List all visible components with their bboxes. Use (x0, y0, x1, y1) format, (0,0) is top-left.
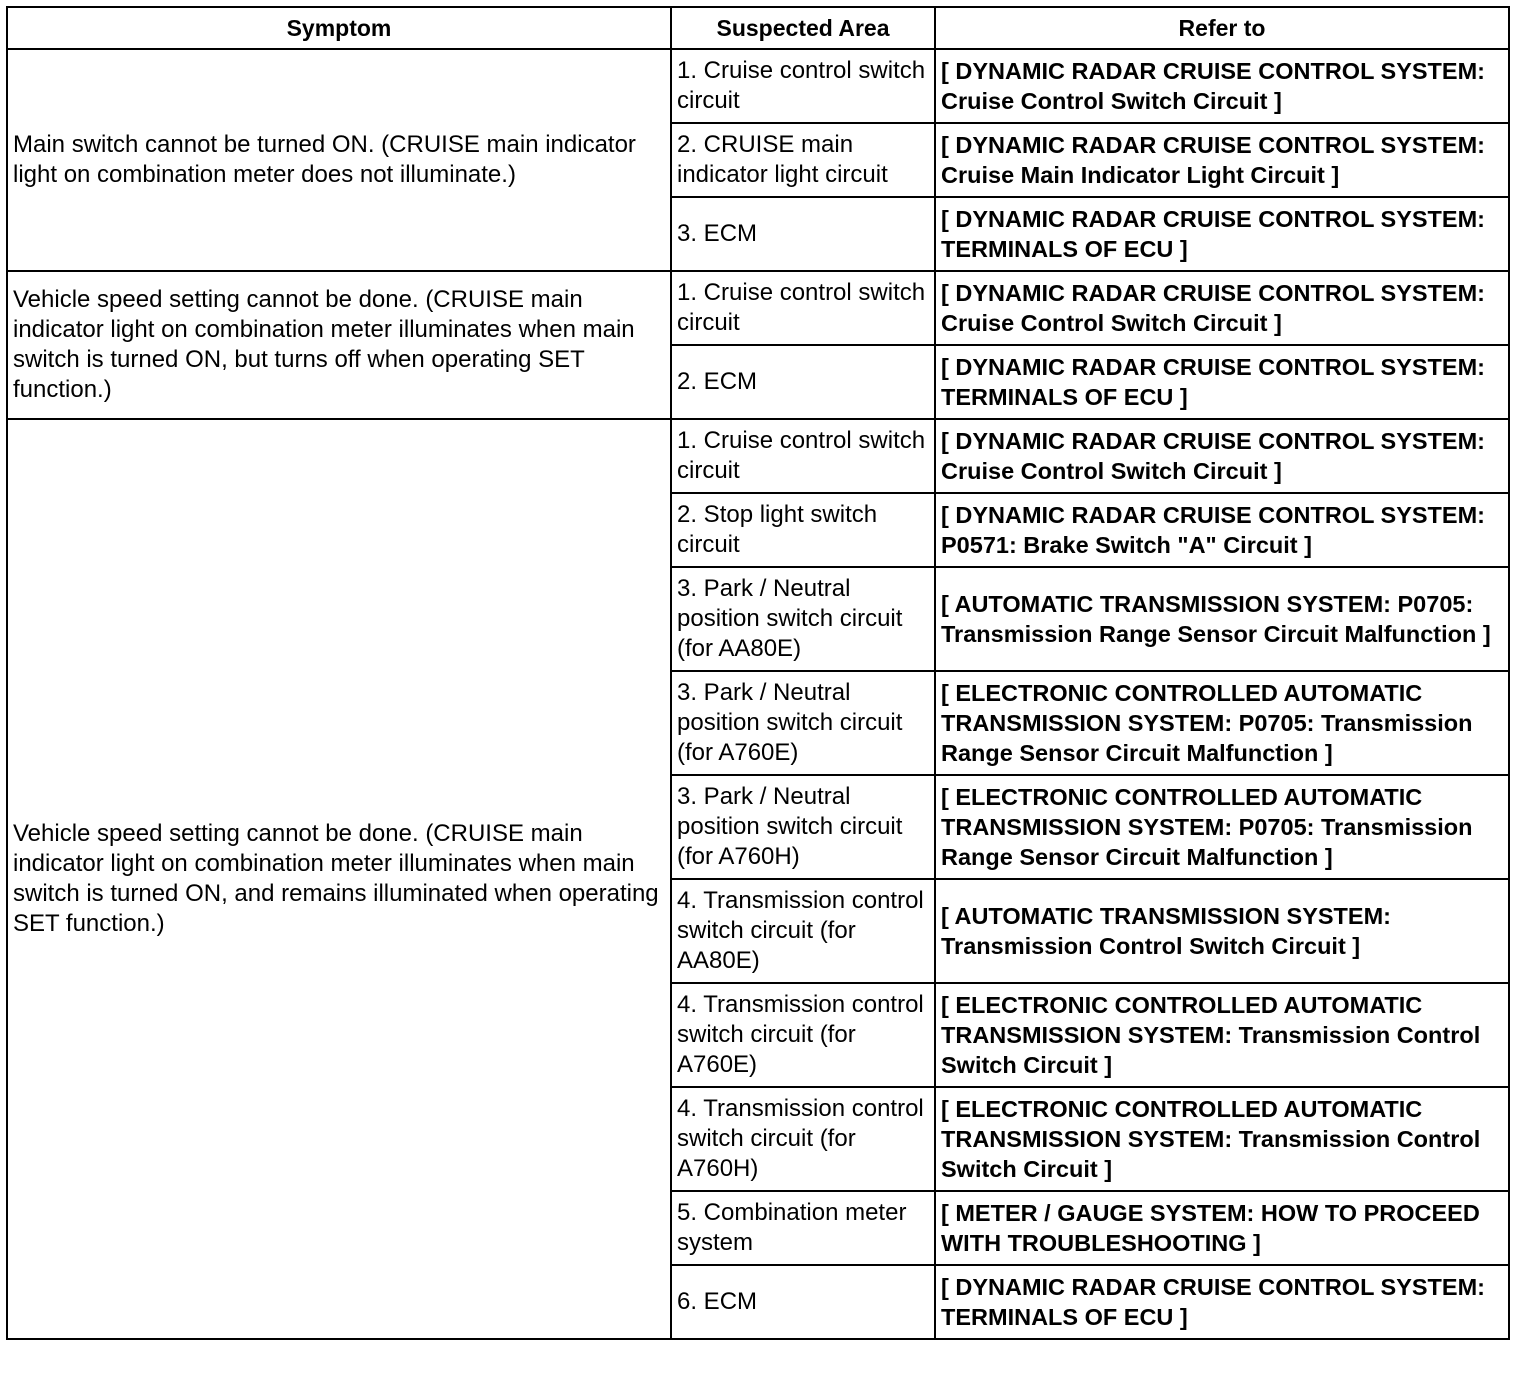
refer-to-cell: [ DYNAMIC RADAR CRUISE CONTROL SYSTEM: P0571: Brake Switch "A" Circuit ] (935, 493, 1509, 567)
suspected-area-cell: 4. Transmission control switch circuit (for AA80E) (671, 879, 935, 983)
symptom-cell: Vehicle speed setting cannot be done. (CRUISE main indicator light on combination meter illuminates when main switch is turned ON, and remains illuminated when operating SET function.) (7, 419, 671, 1339)
suspected-area-cell: 3. Park / Neutral position switch circuit (for A760H) (671, 775, 935, 879)
suspected-area-cell: 4. Transmission control switch circuit (for A760H) (671, 1087, 935, 1191)
refer-to-cell: [ DYNAMIC RADAR CRUISE CONTROL SYSTEM: TERMINALS OF ECU ] (935, 197, 1509, 271)
suspected-area-cell: 3. Park / Neutral position switch circuit (for A760E) (671, 671, 935, 775)
refer-to-cell: [ DYNAMIC RADAR CRUISE CONTROL SYSTEM: Cruise Control Switch Circuit ] (935, 49, 1509, 123)
table-row (7, 49, 1509, 123)
symptom-table (6, 6, 1510, 1340)
refer-to-cell: [ ELECTRONIC CONTROLLED AUTOMATIC TRANSMISSION SYSTEM: Transmission Control Switch Circuit ] (935, 1087, 1509, 1191)
refer-to-cell: [ ELECTRONIC CONTROLLED AUTOMATIC TRANSMISSION SYSTEM: Transmission Control Switch Circuit ] (935, 983, 1509, 1087)
refer-to-cell: [ METER / GAUGE SYSTEM: HOW TO PROCEED WITH TROUBLESHOOTING ] (935, 1191, 1509, 1265)
refer-to-cell: [ AUTOMATIC TRANSMISSION SYSTEM: P0705: Transmission Range Sensor Circuit Malfunction ] (935, 567, 1509, 671)
table-row (7, 271, 1509, 345)
suspected-area-cell: 5. Combination meter system (671, 1191, 935, 1265)
suspected-area-cell: 4. Transmission control switch circuit (for A760E) (671, 983, 935, 1087)
refer-to-cell: [ DYNAMIC RADAR CRUISE CONTROL SYSTEM: Cruise Main Indicator Light Circuit ] (935, 123, 1509, 197)
refer-to-cell: [ DYNAMIC RADAR CRUISE CONTROL SYSTEM: TERMINALS OF ECU ] (935, 1265, 1509, 1339)
suspected-area-cell: 1. Cruise control switch circuit (671, 271, 935, 345)
refer-to-cell: [ AUTOMATIC TRANSMISSION SYSTEM: Transmission Control Switch Circuit ] (935, 879, 1509, 983)
suspected-area-cell: 1. Cruise control switch circuit (671, 49, 935, 123)
suspected-area-cell: 3. ECM (671, 197, 935, 271)
suspected-area-cell: 2. CRUISE main indicator light circuit (671, 123, 935, 197)
refer-to-cell: [ ELECTRONIC CONTROLLED AUTOMATIC TRANSMISSION SYSTEM: P0705: Transmission Range Sensor Circuit Malfunction ] (935, 775, 1509, 879)
symptom-cell: Main switch cannot be turned ON. (CRUISE main indicator light on combination meter does not illuminate.) (7, 49, 671, 271)
refer-to-cell: [ ELECTRONIC CONTROLLED AUTOMATIC TRANSMISSION SYSTEM: P0705: Transmission Range Sensor Circuit Malfunction ] (935, 671, 1509, 775)
header-refer-to: Refer to (935, 7, 1509, 49)
symptom-cell: Vehicle speed setting cannot be done. (CRUISE main indicator light on combination meter illuminates when main switch is turned ON, but turns off when operating SET function.) (7, 271, 671, 419)
refer-to-cell: [ DYNAMIC RADAR CRUISE CONTROL SYSTEM: TERMINALS OF ECU ] (935, 345, 1509, 419)
refer-to-cell: [ DYNAMIC RADAR CRUISE CONTROL SYSTEM: Cruise Control Switch Circuit ] (935, 419, 1509, 493)
table-row (7, 419, 1509, 493)
refer-to-cell: [ DYNAMIC RADAR CRUISE CONTROL SYSTEM: Cruise Control Switch Circuit ] (935, 271, 1509, 345)
suspected-area-cell: 2. Stop light switch circuit (671, 493, 935, 567)
suspected-area-cell: 3. Park / Neutral position switch circuit (for AA80E) (671, 567, 935, 671)
suspected-area-cell: 2. ECM (671, 345, 935, 419)
header-row (7, 7, 1509, 49)
header-suspected-area: Suspected Area (671, 7, 935, 49)
header-symptom: Symptom (7, 7, 671, 49)
suspected-area-cell: 6. ECM (671, 1265, 935, 1339)
suspected-area-cell: 1. Cruise control switch circuit (671, 419, 935, 493)
